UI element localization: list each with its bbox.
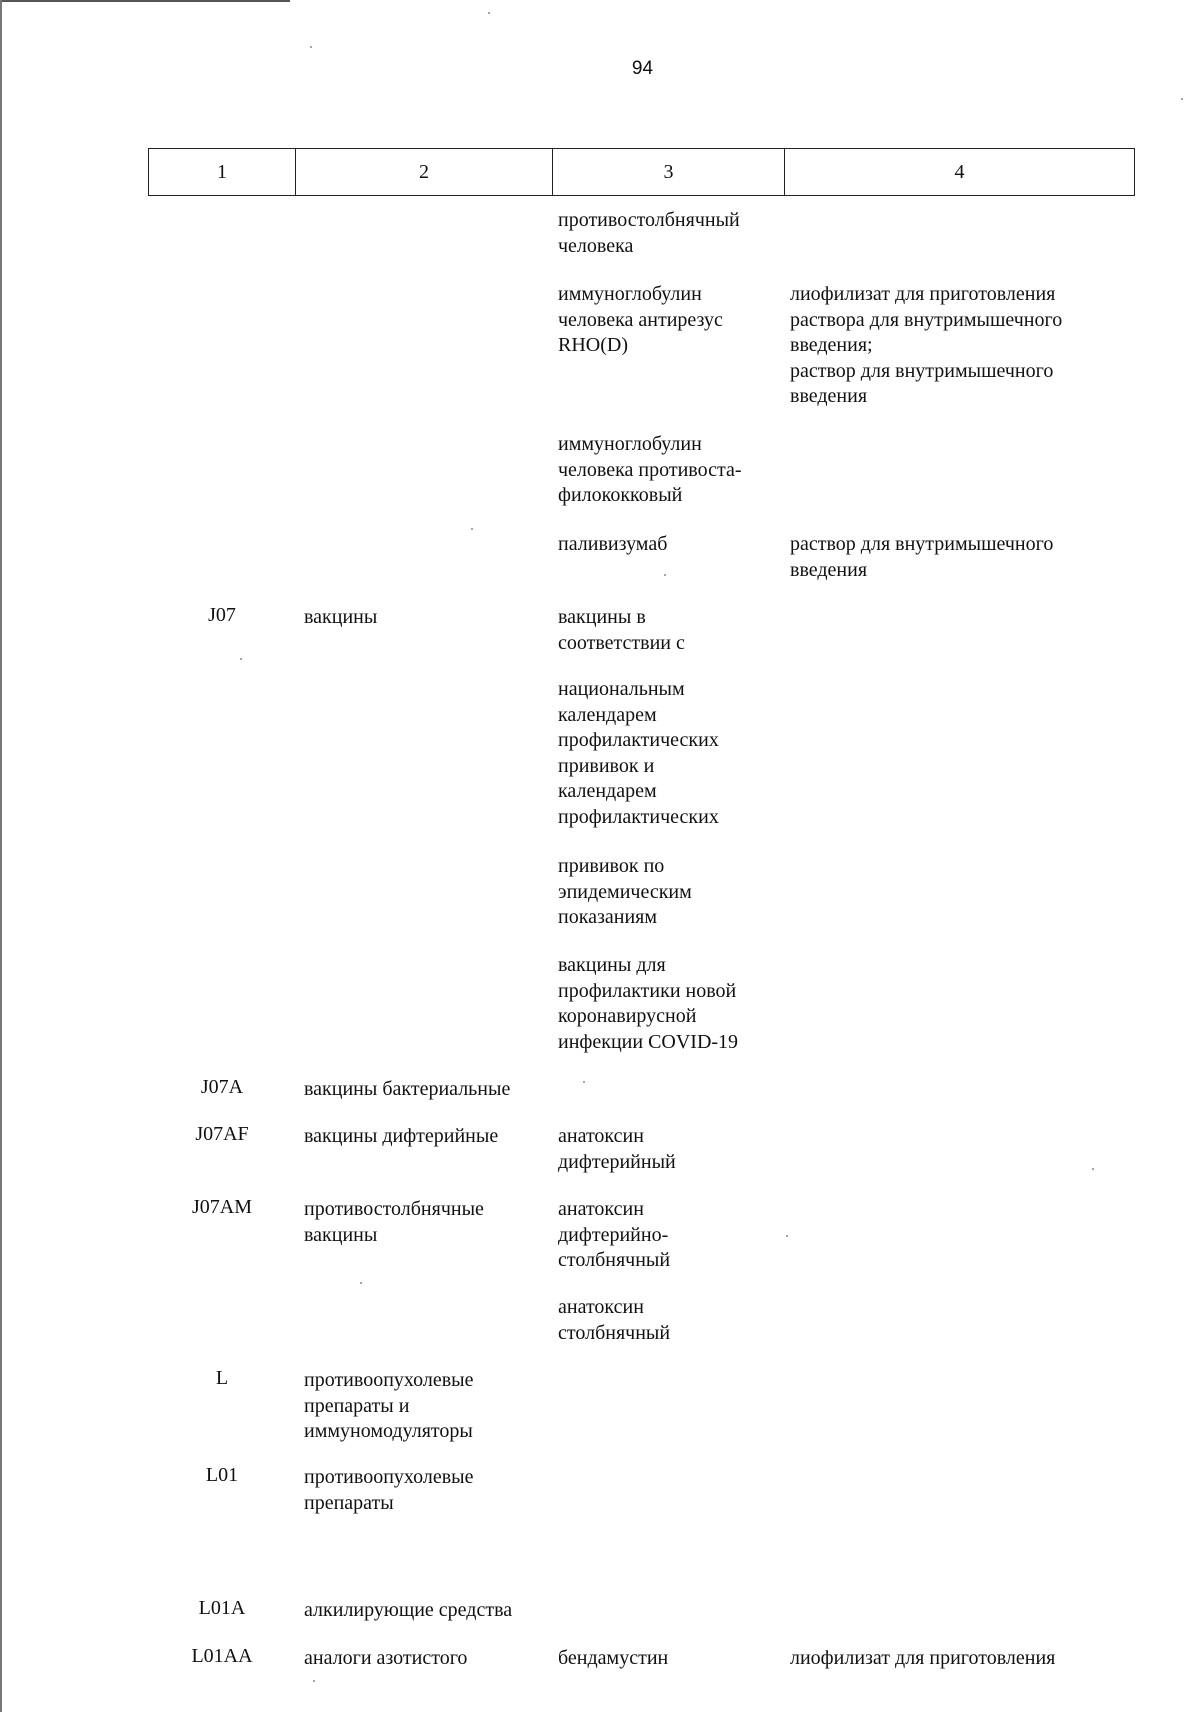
dosage-form-cell: лиофилизат для приготовления раствора для внутримышечного введения; раствор для внутримышечного введения — [790, 283, 1063, 408]
atc-code-cell: L — [215, 1367, 229, 1389]
group-name-cell: вакцины — [304, 606, 378, 628]
scan-speck — [310, 46, 312, 48]
dosage-form-cell: лиофилизат для приготовления — [790, 1647, 1056, 1669]
group-name-cell: алкилирующие средства — [304, 1599, 513, 1621]
header-col-1: 1 — [149, 149, 296, 195]
atc-code-cell: J07AF — [195, 1123, 249, 1145]
drug-name-cell: паливизумаб — [558, 533, 668, 555]
scan-speck — [786, 1235, 788, 1237]
drug-name-cell: бендамустин — [558, 1647, 669, 1669]
drug-name-cell: анатоксин дифтерийно- столбнячный — [558, 1198, 671, 1272]
atc-code-cell: L01AA — [191, 1645, 253, 1667]
group-name-cell: противоопухолевые препараты — [304, 1466, 474, 1514]
atc-code-cell: J07 — [208, 604, 236, 626]
scan-speck — [360, 1282, 362, 1284]
scan-speck — [1181, 98, 1183, 100]
page-number: 94 — [631, 58, 654, 79]
group-name-cell: противоопухолевые препараты и иммуномодуляторы — [304, 1369, 474, 1443]
drug-name-cell: противостолбнячный человека — [558, 209, 740, 257]
group-name-cell: аналоги азотистого — [304, 1647, 468, 1669]
atc-code-cell: J07A — [200, 1076, 244, 1098]
drug-name-cell: прививок по эпидемическим показаниям — [558, 855, 692, 929]
scan-speck — [240, 658, 242, 660]
scan-speck — [488, 12, 490, 14]
table-header-row — [148, 148, 1135, 196]
drug-name-cell: вакцины для профилактики новой коронавирусной инфекции COVID-19 — [558, 954, 739, 1053]
group-name-cell: вакцины бактериальные — [304, 1078, 511, 1100]
drug-name-cell: анатоксин дифтерийный — [558, 1125, 676, 1173]
scan-edge-top — [0, 0, 290, 2]
scan-speck — [471, 528, 473, 530]
drug-name-cell: анатоксин столбнячный — [558, 1296, 671, 1344]
header-col-3: 3 — [553, 149, 785, 195]
scan-speck — [1092, 1168, 1094, 1170]
header-col-4: 4 — [954, 160, 965, 183]
scan-speck — [664, 574, 666, 576]
drug-name-cell: иммуноглобулин человека противоста- филококковый — [558, 433, 742, 507]
scan-speck — [583, 1081, 585, 1083]
header-col-2: 2 — [296, 149, 553, 195]
atc-code-cell: J07AM — [191, 1196, 252, 1218]
atc-code-cell: L01 — [205, 1464, 239, 1486]
group-name-cell: противостолбнячные вакцины — [304, 1198, 484, 1246]
dosage-form-cell: раствор для внутримышечного введения — [790, 533, 1054, 581]
atc-code-cell: L01A — [198, 1597, 246, 1619]
drug-name-cell: иммуноглобулин человека антирезус RHO(D) — [558, 283, 723, 357]
group-name-cell: вакцины дифтерийные — [304, 1125, 499, 1147]
scan-edge-left — [0, 0, 2, 1712]
drug-name-cell: национальным календарем профилактических прививок и календарем профилактических — [558, 678, 719, 828]
drug-name-cell: вакцины в соответствии с — [558, 606, 685, 654]
scan-speck — [313, 1680, 315, 1682]
